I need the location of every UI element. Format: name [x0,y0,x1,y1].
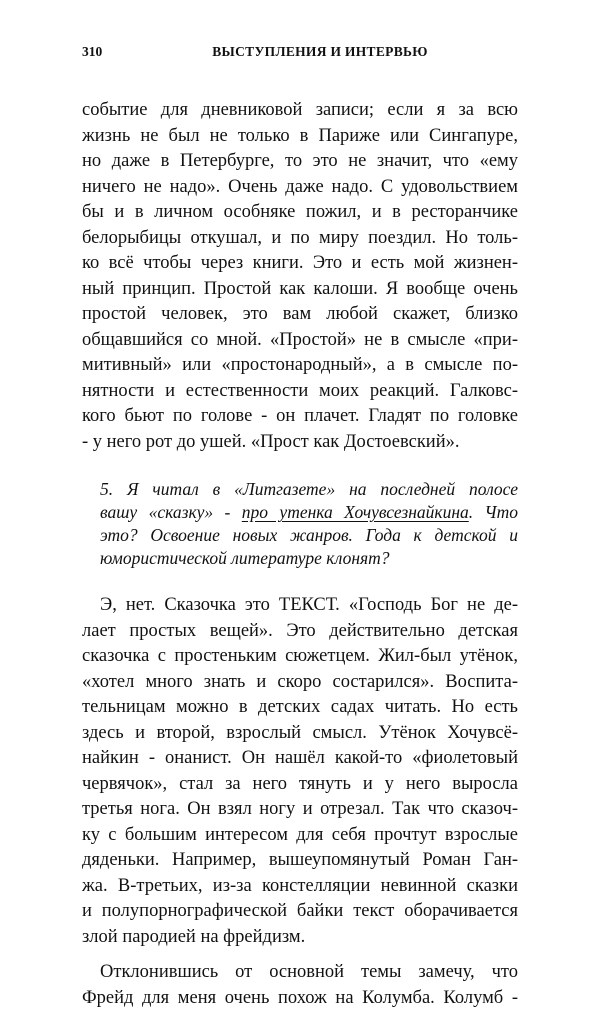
underlined-title: про утенка Хочувсезнайкина [242,502,469,522]
paragraph-3 [82,960,518,1011]
text-line: ный принцип. Простой как калоши. Я вообще очень [82,277,518,303]
text-line: ку с большим интересом для себя прочтут взрослые [82,823,518,849]
paragraph-2 [82,593,518,950]
text-line: кого бьют по голове - он плачет. Гладят по головке [82,404,518,430]
question-line: это? Освоение новых жанров. Года к детской и [100,524,518,547]
text-line: здесь и второй, взрослый смысл. Утёнок Хочувсё- [82,721,518,747]
body-text [82,98,518,1011]
question-line: 5. Я читал в «Литгазете» на последней полосе [100,478,518,501]
text-line: жа. В-третьих, из-за констелляции невинной сказки [82,874,518,900]
text-line: червячок», стал за него тянуть и у него выросла [82,772,518,798]
text-line: лает простых вещей». Это действительно детская [82,619,518,645]
question-line: юмористической литературе клонят? [100,547,518,570]
text-line: тельницам можно в детских садах читать. Но есть [82,695,518,721]
text-line: общавшийся со мной. «Простой» не в смысле «при- [82,328,518,354]
running-title: ВЫСТУПЛЕНИЯ И ИНТЕРВЬЮ [82,44,518,60]
text-line: «хотел много знать и скоро состарился». Воспита- [82,670,518,696]
text-line: Фрейд для меня очень похож на Колумба. Колумб - [82,986,518,1011]
question-line: вашу «сказку» - про утенка Хочувсезнайкина. Что [100,501,518,524]
text-line: ко всё чтобы через книги. Это и есть мой жизнен- [82,251,518,277]
text-line: и полупорнографической байки текст оборачивается [82,899,518,925]
text-line: нятности и естественности моих реакций. Галковс- [82,379,518,405]
text-line: белорыбицы откушал, и по миру поездил. Но толь- [82,226,518,252]
text-line: сказочка с простеньким сюжетцем. Жил-был утёнок, [82,644,518,670]
text-line: митивный» или «простонародный», а в смысле по- [82,353,518,379]
interview-question [82,478,518,570]
text-line: жизнь не был не только в Париже или Сингапуре, [82,124,518,150]
text-line: Э, нет. Сказочка это ТЕКСТ. «Господь Бог не де- [82,593,518,619]
page-number: 310 [82,44,102,60]
paragraph-1 [82,98,518,455]
text-line: событие для дневниковой записи; если я за всю [82,98,518,124]
text-line: дяденьки. Например, вышеупомянутый Роман Ган- [82,848,518,874]
text-line: бы и в личном особняке пожил, и в ресторанчике [82,200,518,226]
text-line: Отклонившись от основной темы замечу, что [82,960,518,986]
text-line: третья нога. Он взял ногу и отрезал. Так что сказоч- [82,797,518,823]
page-header [82,44,518,64]
text-line: злой пародией на фрейдизм. [82,925,518,951]
text-line: ничего не надо». Очень даже надо. С удовольствием [82,175,518,201]
text-line: простой человек, это вам любой скажет, близко [82,302,518,328]
text-line: но даже в Петербурге, то это не значит, что «ему [82,149,518,175]
text-line: найкин - онанист. Он нашёл какой-то «фиолетовый [82,746,518,772]
text-line: - у него рот до ушей. «Прост как Достоевский». [82,430,518,456]
